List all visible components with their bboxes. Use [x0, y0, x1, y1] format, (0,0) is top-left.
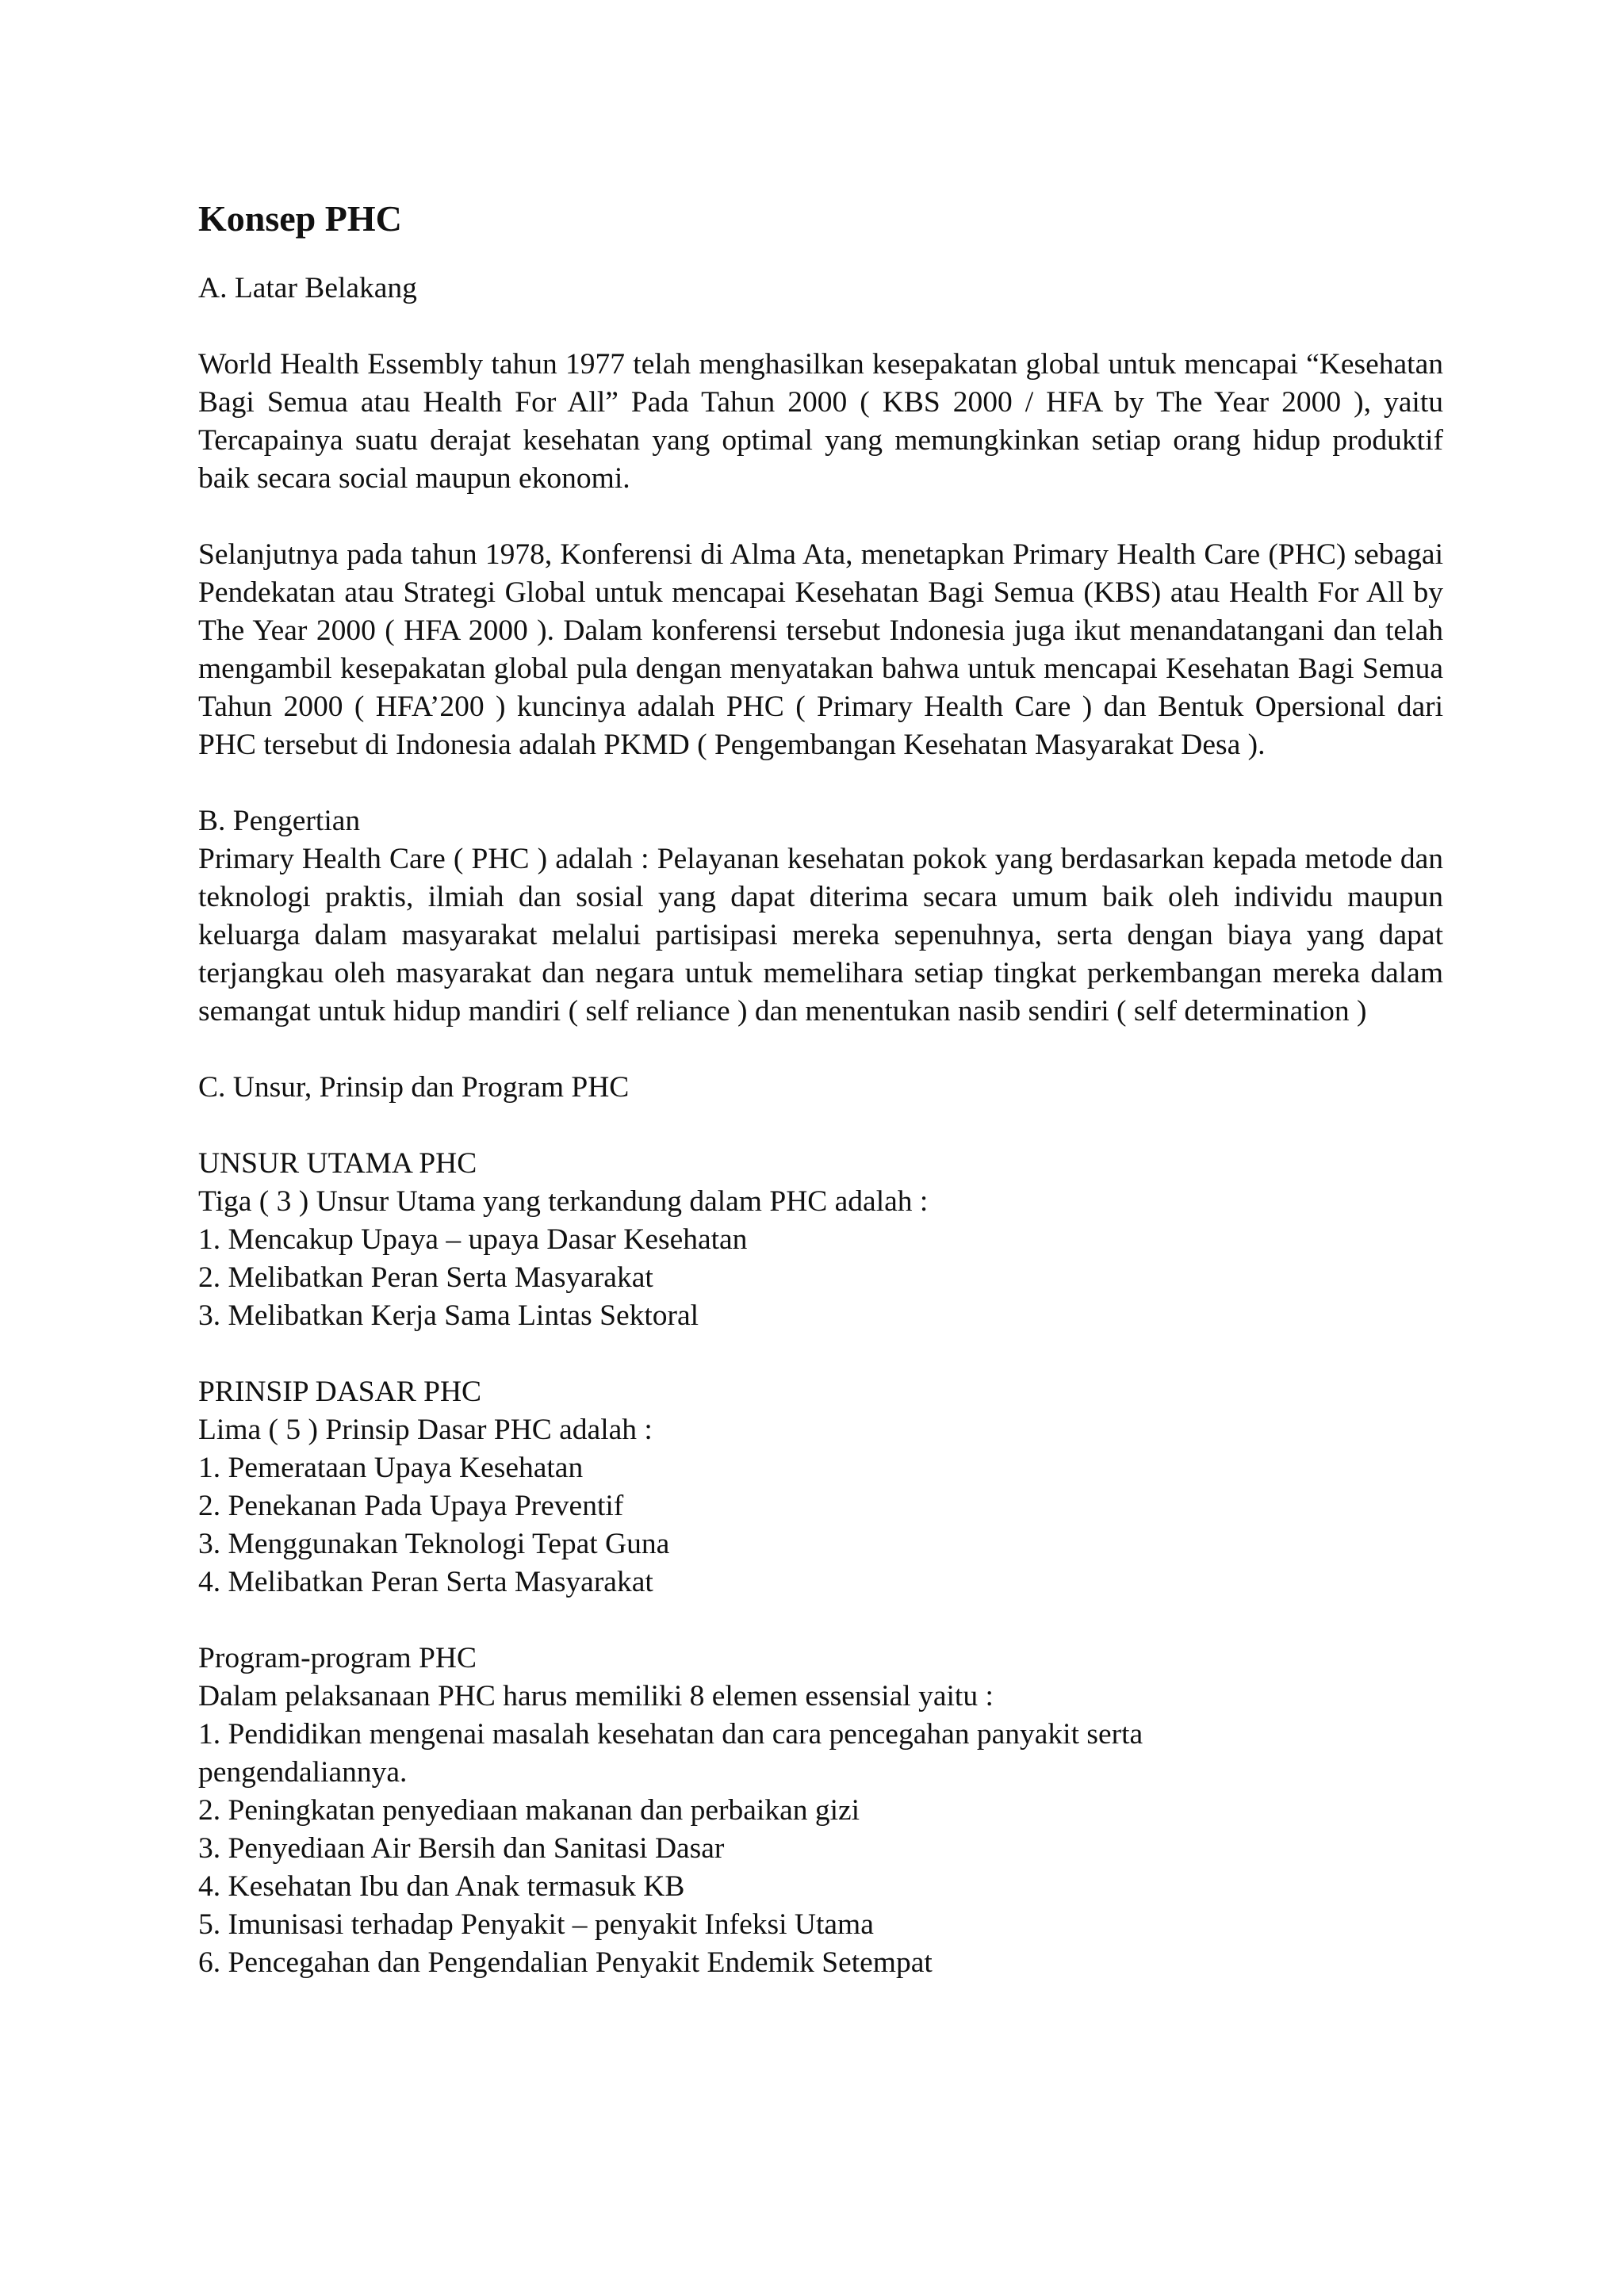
spacer [198, 764, 1443, 802]
spacer [198, 1031, 1443, 1069]
program-heading: Program-program PHC [198, 1642, 477, 1674]
list-item: 1. Pemerataan Upaya Kesehatan [198, 1452, 584, 1484]
section-c-heading: C. Unsur, Prinsip dan Program PHC [198, 1071, 630, 1104]
spacer [198, 243, 1443, 270]
section-a-paragraph-2: Selanjutnya pada tahun 1978, Konferensi di Alma Ata, menetapkan Primary Health Care (PHC) sebagai Pendekatan atau Strategi Global untuk mencapai Kesehatan Bagi Semua (KBS) atau Health For All by The Year 2000 ( HFA 2000 ). Dalam konferensi tersebut Indonesia juga ikut menandatangani dan telah mengambil kesepakatan global pula dengan menyatakan bahwa untuk mencapai Kesehatan Bagi Semua Tahun 2000 ( HFA’200 ) kuncinya adalah PHC ( Primary Health Care ) dan Bentuk Opersional dari PHC tersebut di Indonesia adalah PKMD ( Pengembangan Kesehatan Masyarakat Desa ). [198, 538, 1443, 761]
spacer [198, 1335, 1443, 1373]
section-b-heading: B. Pengertian [198, 805, 361, 837]
list-item: 5. Imunisasi terhadap Penyakit – penyakit Infeksi Utama [198, 1908, 874, 1941]
section-a-heading: A. Latar Belakang [198, 272, 417, 304]
unsur-heading: UNSUR UTAMA PHC [198, 1147, 477, 1180]
list-item: 3. Melibatkan Kerja Sama Lintas Sektoral [198, 1299, 699, 1332]
list-item: 2. Penekanan Pada Upaya Preventif [198, 1490, 624, 1522]
list-item: 4. Melibatkan Peran Serta Masyarakat [198, 1566, 653, 1598]
unsur-list [198, 1221, 1443, 1335]
section-a-paragraph-1: World Health Essembly tahun 1977 telah menghasilkan kesepakatan global untuk mencapai “Kesehatan Bagi Semua atau Health For All” Pada Tahun 2000 ( KBS 2000 / HFA by The Year 2000 ), yaitu Tercapainya suatu derajat kesehatan yang optimal yang memungkinkan setiap orang hidup produktif baik secara social maupun ekonomi. [198, 348, 1443, 495]
list-item: 3. Menggunakan Teknologi Tepat Guna [198, 1528, 670, 1560]
spacer [198, 1601, 1443, 1640]
program-intro: Dalam pelaksanaan PHC harus memiliki 8 elemen essensial yaitu : [198, 1680, 994, 1712]
list-item: 2. Peningkatan penyediaan makanan dan perbaikan gizi [198, 1794, 860, 1827]
document-page [198, 195, 1443, 1982]
spacer [198, 308, 1443, 346]
spacer [198, 1107, 1443, 1145]
unsur-intro: Tiga ( 3 ) Unsur Utama yang terkandung dalam PHC adalah : [198, 1185, 929, 1218]
prinsip-heading: PRINSIP DASAR PHC [198, 1376, 482, 1408]
list-item-line: pengendaliannya. [198, 1756, 408, 1789]
list-item: 1. Mencakup Upaya – upaya Dasar Kesehatan [198, 1223, 748, 1256]
spacer [198, 498, 1443, 536]
program-list [198, 1716, 1443, 1982]
list-item-line: 1. Pendidikan mengenai masalah kesehatan dan cara pencegahan panyakit serta [198, 1718, 1143, 1751]
section-b-paragraph: Primary Health Care ( PHC ) adalah : Pelayanan kesehatan pokok yang berdasarkan kepada metode dan teknologi praktis, ilmiah dan sosial yang dapat diterima secara umum baik oleh individu maupun keluarga dalam masyarakat melalui partisipasi mereka sepenuhnya, serta dengan biaya yang dapat terjangkau oleh masyarakat dan negara untuk memelihara setiap tingkat perkembangan mereka dalam semangat untuk hidup mandiri ( self reliance ) dan menentukan nasib sendiri ( self determination ) [198, 843, 1443, 1027]
document-title: Konsep PHC [198, 198, 402, 239]
list-item [198, 1716, 1443, 1792]
prinsip-intro: Lima ( 5 ) Prinsip Dasar PHC adalah : [198, 1414, 653, 1446]
list-item: 6. Pencegahan dan Pengendalian Penyakit Endemik Setempat [198, 1946, 933, 1979]
list-item: 2. Melibatkan Peran Serta Masyarakat [198, 1261, 653, 1294]
list-item: 4. Kesehatan Ibu dan Anak termasuk KB [198, 1870, 685, 1903]
list-item: 3. Penyediaan Air Bersih dan Sanitasi Dasar [198, 1832, 725, 1865]
prinsip-list [198, 1449, 1443, 1601]
